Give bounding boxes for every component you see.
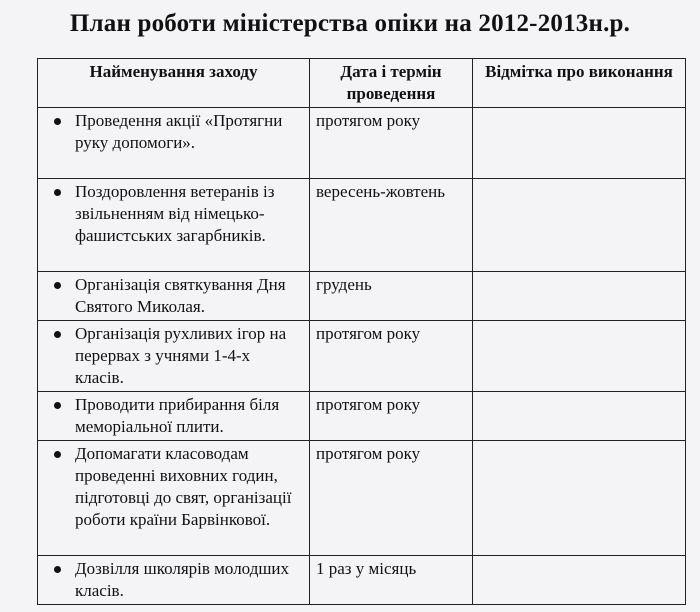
date-cell: протягом року — [310, 321, 473, 392]
activity-cell — [38, 556, 310, 605]
table-row — [38, 179, 686, 272]
table-row — [38, 321, 686, 392]
table-row — [38, 441, 686, 556]
activity-text: Організація святкування Дня Святого Миколая. — [75, 275, 286, 316]
header-activity: Найменування заходу — [38, 59, 310, 108]
mark-cell — [473, 392, 686, 441]
table-row — [38, 108, 686, 179]
date-cell: протягом року — [310, 392, 473, 441]
activity-text: Організація рухливих ігор на перервах з учнями 1-4-х класів. — [75, 324, 287, 387]
bullet-icon — [54, 331, 61, 338]
activity-cell — [38, 108, 310, 179]
bullet-icon — [54, 282, 61, 289]
activity-text: Дозвілля школярів молодших класів. — [75, 559, 290, 600]
header-date: Дата і термін проведення — [310, 59, 473, 108]
table-row — [38, 556, 686, 605]
page-title: План роботи міністерства опіки на 2012-2013н.р. — [69, 10, 631, 37]
plan-table — [37, 58, 686, 605]
activity-text: Проводити прибирання біля меморіальної плити. — [75, 395, 280, 436]
mark-cell — [473, 441, 686, 556]
activity-text: Допомагати класоводам проведенні виховних годин, підготовці до свят, організації роботи країни Барвінкової. — [75, 444, 292, 529]
date-cell: 1 раз у місяць — [310, 556, 473, 605]
date-cell: вересень-жовтень — [310, 179, 473, 272]
header-mark: Відмітка про виконання — [473, 59, 686, 108]
bullet-icon — [54, 118, 61, 125]
date-cell: грудень — [310, 272, 473, 321]
mark-cell — [473, 108, 686, 179]
activity-text: Поздоровлення ветеранів із звільненням від німецько-фашистських загарбників. — [75, 182, 275, 245]
table-header-row — [38, 59, 686, 108]
mark-cell — [473, 321, 686, 392]
date-cell: протягом року — [310, 441, 473, 556]
bullet-icon — [54, 566, 61, 573]
bullet-icon — [54, 189, 61, 196]
mark-cell — [473, 556, 686, 605]
table-row — [38, 272, 686, 321]
activity-cell — [38, 272, 310, 321]
activity-cell — [38, 441, 310, 556]
table-row — [38, 392, 686, 441]
bullet-icon — [54, 402, 61, 409]
mark-cell — [473, 272, 686, 321]
activity-cell — [38, 179, 310, 272]
bullet-icon — [54, 451, 61, 458]
activity-cell — [38, 392, 310, 441]
mark-cell — [473, 179, 686, 272]
date-cell: протягом року — [310, 108, 473, 179]
activity-text: Проведення акції «Протягни руку допомоги». — [75, 111, 283, 152]
activity-cell — [38, 321, 310, 392]
